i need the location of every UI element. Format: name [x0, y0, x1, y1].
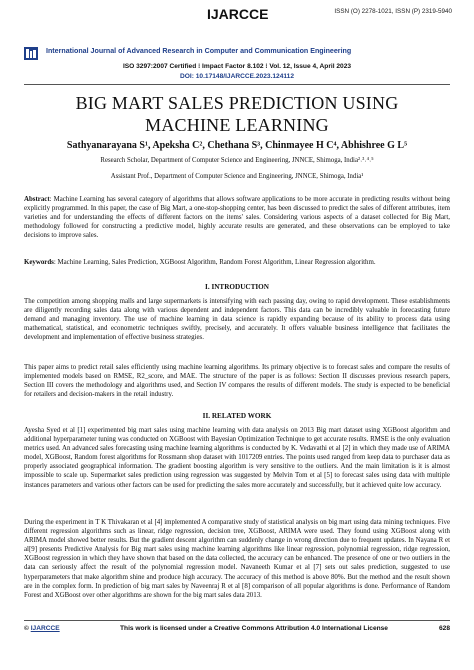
abstract-text: : Machine Learning has several category of algorithms that allows software applications to be more accurate in predicting results without being explicitly programmed. In this paper, the case of Big Mart, a one-stop-shopping center, has been discussed to predict the sales of different attributes, item varieties and for understanding the effects of different factors on the items' sales. Considering various aspects of a dataset collected for Big Mart, methodology followed for constructing a predictive model, highly accurate results are generated, and these observations can be employed to take decisions to improve sales.: [24, 196, 450, 240]
page-number: 628: [438, 625, 450, 632]
introduction-paragraph-1: The competition among shopping malls and large supermarkets is intensifying with each passing day, owing to rapid development. These establishments are diligently recording sales data along with various dependent and independent factors. This data can be incredibly valuable in forecasting future demand and managing inventory. The use of machine learning in data science is rapidly expanding because of its ability to process data using mathematical, statistical, and econometric techniques swiftly, precisely, and accurately. It offers valuable business intelligence that facilitates the development and implementation of effective business strategies.: [24, 298, 450, 342]
related-work-paragraph-2: During the experiment in T K Thivakaran et al [4] implemented A comparative study of statistical analysis on big mart using data mining techniques. Five different regression algorithms such as linear, ridge regression, decision tree, XGBoost, ARIMA were used. They found using XGBoost along with ARIMA model showed better results. But the gradient descent algorithm can suddenly change in wrong direction due to frequent updates. In Nayana R et al[9] presents Predictive Analysis for Big mart sales using machine learning algorithms like linear regression, polynomial regression, ridge regression, XGBoost regression in which they have shown that based on the data collected, the accuracy can be enhanced. The presence of one or two outliers in the data can seriously affect the result of the polynomial regression model. Navaneeth Kumar et al [7] sets out sales prediction, suggested to use hyperparameters that make algorithm shine and produce high accuracy. The accuracy of this method is above 80%. But the method and the result shown are in the complex form. In prediction of big mart sales by Naveenraj R et al [8] comparison of all popular algorithms is done. Performance of Random Forest and XGBoost over other algorithms are shown for the big mart sales data 2013.: [24, 519, 450, 599]
footer-divider: [24, 620, 450, 621]
affiliation-professor: Assistant Prof., Department of Computer Science and Engineering, JNNCE, Shimoga, India¹: [110, 173, 364, 180]
journal-name: International Journal of Advanced Research in Computer and Communication Engineering: [46, 47, 352, 55]
page-footer: [24, 625, 450, 637]
title-line-1: BIG MART SALES PREDICTION USING: [75, 93, 399, 113]
section-heading-introduction: I. INTRODUCTION: [205, 283, 269, 291]
abstract: [24, 195, 450, 240]
license-notice: This work is licensed under a Creative Commons Attribution 4.0 International License: [120, 625, 388, 632]
keywords-text: : Machine Learning, Sales Prediction, XGBoost Algorithm, Random Forest Algorithm, Linear Regression algorithm.: [53, 259, 376, 266]
issn-line: ISSN (O) 2278-1021, ISSN (P) 2319-5940: [334, 8, 452, 15]
certification-line: ISO 3297:2007 Certified ⁝ Impact Factor 8.102 ⁝ Vol. 12, Issue 4, April 2023: [122, 63, 352, 70]
journal-header: [0, 4, 474, 24]
affiliation-scholars: Research Scholar, Department of Computer Science and Engineering, JNNCE, Shimoga, India²˒³˒⁴˒⁵: [100, 157, 374, 164]
header-divider: [24, 84, 450, 85]
abstract-label: Abstract: [24, 196, 50, 203]
section-heading-related-work: II. RELATED WORK: [202, 412, 272, 420]
doi-link[interactable]: DOI: 10.17148/IJARCCE.2023.124112: [180, 73, 294, 80]
title-line-2: MACHINE LEARNING: [145, 115, 329, 135]
footer-brand-link[interactable]: IJARCCE: [30, 625, 60, 632]
footer-copyright: [24, 625, 60, 632]
author-list: Sathyanarayana S¹, Apeksha C², Chethana S³, Chinmayee H C⁴, Abhishree G L⁵: [66, 140, 408, 151]
keywords: [24, 258, 450, 267]
keywords-label: Keywords: [24, 259, 54, 266]
journal-logo-icon: [24, 47, 38, 60]
introduction-paragraph-2: This paper aims to predict retail sales efficiently using machine learning algorithms. Its primary objective is to forecast sales and compare the results of implemented models based on RMSE, R2_score, and MAE. The structure of the paper is as follows: Section II discusses previous research papers, Section III covers the methodology and algorithms used, and Section IV compares the results of different models. The study is expected to be beneficial for retailers and decision-makers in the retail industry.: [24, 364, 450, 399]
copyright-symbol: ©: [24, 625, 29, 632]
journal-abbreviation: IJARCCE: [207, 6, 269, 22]
related-work-paragraph-1: Ayesha Syed et al [1] experimented big mart sales using machine learning with data analysis on 2013 Big mart dataset using XGBoost algorithm and additional hyperparameter tuning was conducted on XGBoost with Bayesian Optimization Technique to get accurate results. RMSE is the only evaluation metrics used. An advanced sales forecasting using machine learning algorithms is conducted by K. Vedavathi et al [2] in which they made use of ARIMA model, XGBoost, Random forest algorithms for Rossmann shop dataset with 1017209 entries. The points used ranged from keep data to purchaser data as properly associated geographical information. The gradient boosting algorithm is very sensitive to the outliers. And the main limitation is it is almost impossible to scale up. Supermarket sales prediction using regression was suggested by Melvin Tom et al [5] to forecast sales using data with multiple instances parameters and various other factors can be used for predicting the sales more accurately and successfully, but it achieved quite low accuracy.: [24, 427, 450, 489]
paper-title: [0, 92, 474, 136]
